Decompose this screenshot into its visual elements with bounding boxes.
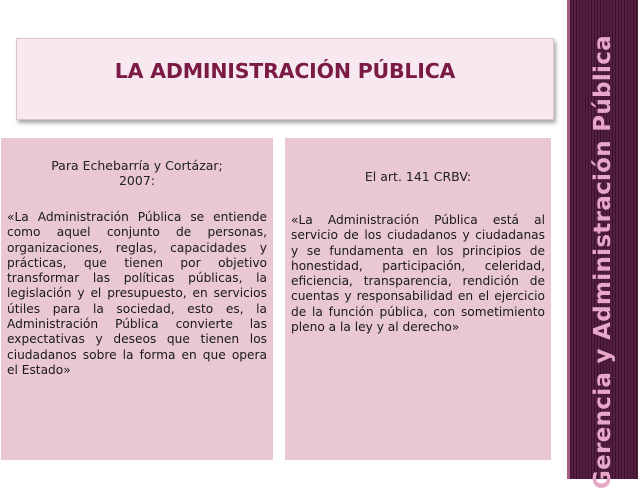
- left-column-heading: [1, 138, 273, 188]
- side-stripe-edge: [567, 0, 570, 479]
- left-column: [1, 138, 273, 460]
- right-column: [285, 138, 551, 460]
- side-title: Gerencia y Administración Pública: [590, 35, 616, 489]
- left-column-body: «La Administración Pública se entiende como aquel conjunto de personas, organizaciones, reglas, capacidades y prácticas, que tienen por objetivo transformar las políticas públicas, la legislación y el presupuesto, en servicios útiles para la sociedad, esto es, la Administración Pública convierte las expectativas y deseos que tienen los ciudadanos sobre la forma en que opera el Estado»: [7, 210, 267, 377]
- slide-title: LA ADMINISTRACIÓN PÚBLICA: [114, 59, 456, 83]
- left-heading-line1: Para Echebarría y Cortázar;: [51, 158, 223, 173]
- right-column-body: «La Administración Pública está al servicio de los ciudadanos y ciudadanas y se fundamenta en los principios de honestidad, participación, celeridad, eficiencia, transparencia, rendición de cuentas y responsabilidad en el ejercicio de la función pública, con sometimiento pleno a la ley y al derecho»: [291, 213, 545, 335]
- left-heading-line2: 2007:: [118, 173, 156, 188]
- right-column-heading: El art. 141 CRBV:: [364, 169, 472, 184]
- title-box: [16, 38, 554, 120]
